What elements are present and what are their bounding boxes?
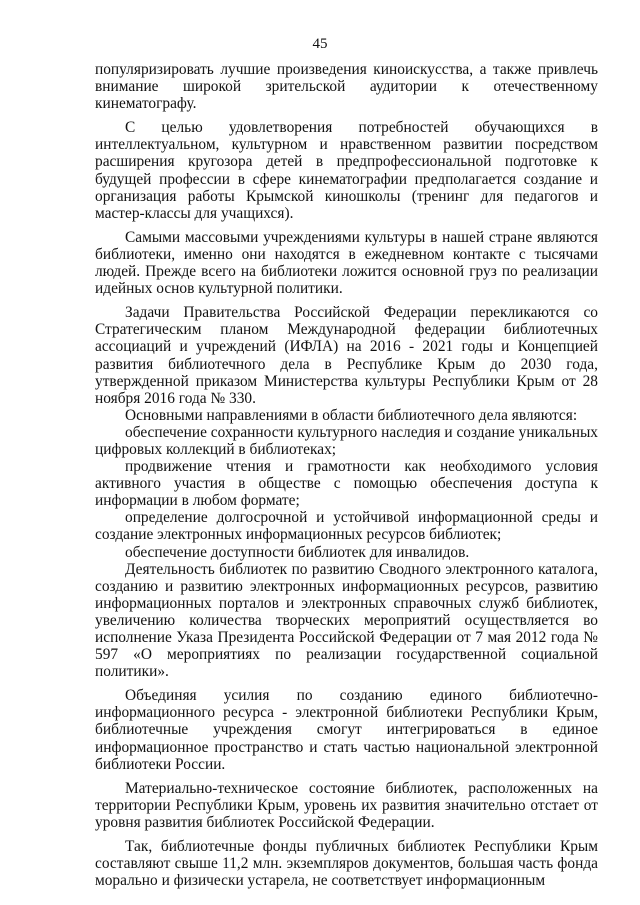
list-item: определение долгосрочной и устойчивой информационной среды и создание электронных информационных ресурсов библиотек; — [95, 509, 598, 544]
paragraph: Материально-техническое состояние библиотек, расположенных на территории Республики Крым, уровень их развития значительно отстает от уровня развития библиотек Российской Федерации. — [95, 779, 598, 831]
list-item: продвижение чтения и грамотности как необходимого условия активного участия в обществе с помощью обеспечения доступа к информации в любом формате; — [95, 458, 598, 510]
page-number: 45 — [312, 36, 328, 52]
paragraph: Деятельность библиотек по развитию Сводного электронного каталога, созданию и развитию электронных информационных ресурсов, развитию информационных порталов и электронных справочных служб библиотек, увеличению количества творческих мероприятий осуществляется во исполнение Указа Президента Российской Федерации от 7 мая 2012 года № 597 «О мероприятиях по реализации государственной социальной политики». — [95, 560, 598, 681]
paragraph: Основными направлениями в области библиотечного дела являются: — [125, 406, 578, 424]
paragraph: С целью удовлетворения потребностей обучающихся в интеллектуальном, культурном и нравственном развитии посредством расширения кругозора детей в предпрофессиональной подготовке к будущей профессии в сфере кинематографии предполагается создание и организация работы Крымской киношколы (тренинг для педагогов и мастер-классы для учащихся). — [95, 119, 598, 222]
list-item: обеспечение доступности библиотек для инвалидов. — [125, 543, 470, 561]
paragraph: Объединяя усилия по созданию единого библиотечно-информационного ресурса - электронной библиотеки Республики Крым, библиотечные учреждения смогут интегрироваться в единое информационное пространство и стать частью национальной электронной библиотеки России. — [95, 687, 598, 773]
paragraph: популяризировать лучшие произведения киноискусства, а также привлечь внимание широкой зрительской аудитории к отечественному кинематографу. — [95, 61, 598, 113]
list-item: обеспечение сохранности культурного наследия и создание уникальных цифровых коллекций в библиотеках; — [95, 423, 598, 458]
document-body — [95, 61, 598, 896]
paragraph: Самыми массовыми учреждениями культуры в нашей стране являются библиотеки, именно они находятся в ежедневном контакте с тысячами людей. Прежде всего на библиотеки ложится основной груз по реализации идейных основ культурной политики. — [95, 228, 598, 298]
paragraph: Задачи Правительства Российской Федерации перекликаются со Стратегическим планом Международной федерации библиотечных ассоциаций и учреждений (ИФЛА) на 2016 - 2021 годы и Концепцией развития библиотечного дела в Республике Крым до 2030 года, утвержденной приказом Министерства культуры Республики Крым от 28 ноября 2016 года № 330. — [95, 304, 598, 407]
paragraph: Так, библиотечные фонды публичных библиотек Республики Крым составляют свыше 11,2 млн. экземпляров документов, большая часть фонда морально и физически устарела, не соответствует информационным — [95, 838, 598, 890]
